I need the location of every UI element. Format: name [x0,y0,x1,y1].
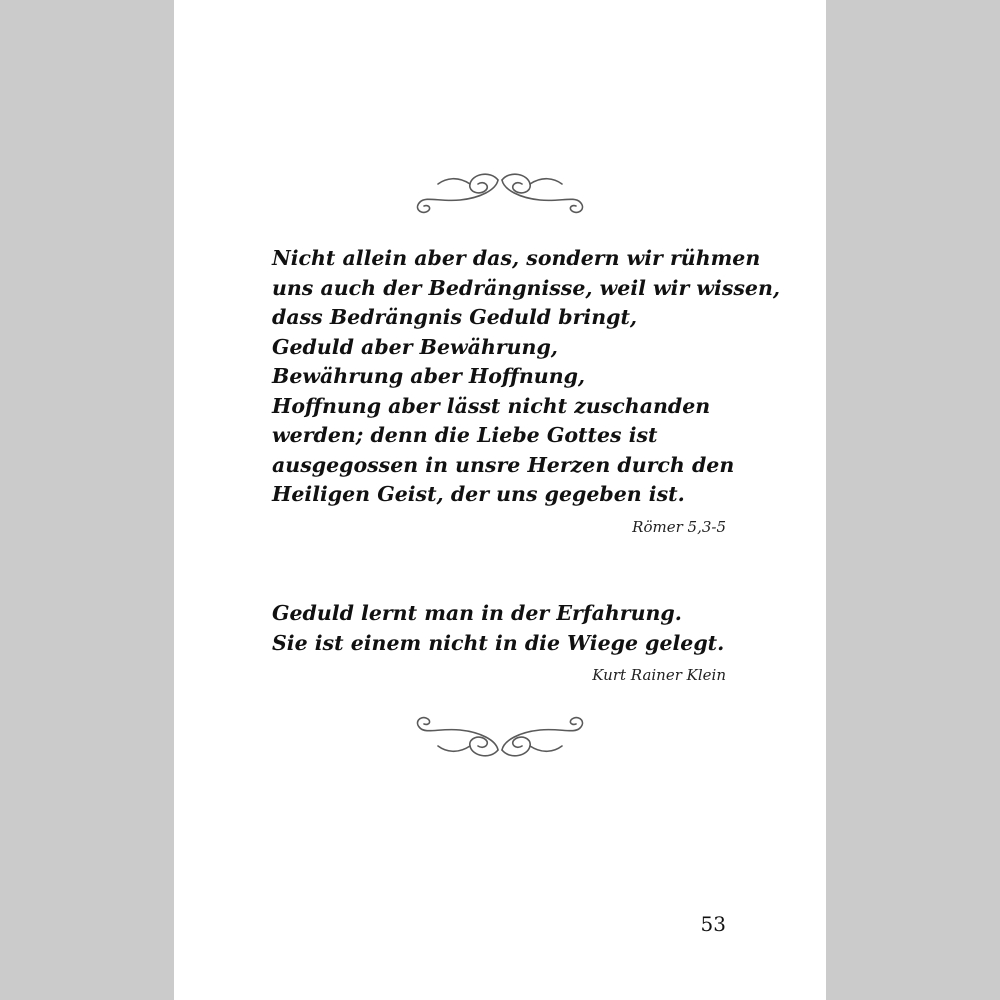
quote-line: Bewährung aber Hoffnung, [272,364,586,388]
quote-author: Kurt Rainer Klein [592,666,726,684]
quote-line: werden; denn die Liebe Gottes ist [272,423,658,447]
author-quote [272,599,732,658]
quote-source: Römer 5,3-5 [632,518,726,536]
quote-line: Sie ist einem nicht in die Wiege gelegt. [272,630,725,655]
quote-line: ausgegossen in unsre Herzen durch den [272,452,735,477]
quote-line: Hoffnung aber lässt nicht zuschanden [272,393,711,418]
quote-line: Heiligen Geist, der uns gegeben ist. [272,482,685,506]
flourish-ornament-bottom-icon [410,712,590,762]
quote-line: Nicht allein aber das, sondern wir rühmen [272,246,761,270]
quote-line: uns auch der Bedrängnisse, weil wir wissen, [272,275,781,300]
quote-line: dass Bedrängnis Geduld bringt, [272,305,638,329]
flourish-ornament-top-icon [410,168,590,218]
quote-line: Geduld lernt man in der Erfahrung. [272,601,682,625]
bible-quote [272,244,781,510]
page-number: 53 [700,912,726,936]
quote-line: Geduld aber Bewährung, [272,334,558,359]
